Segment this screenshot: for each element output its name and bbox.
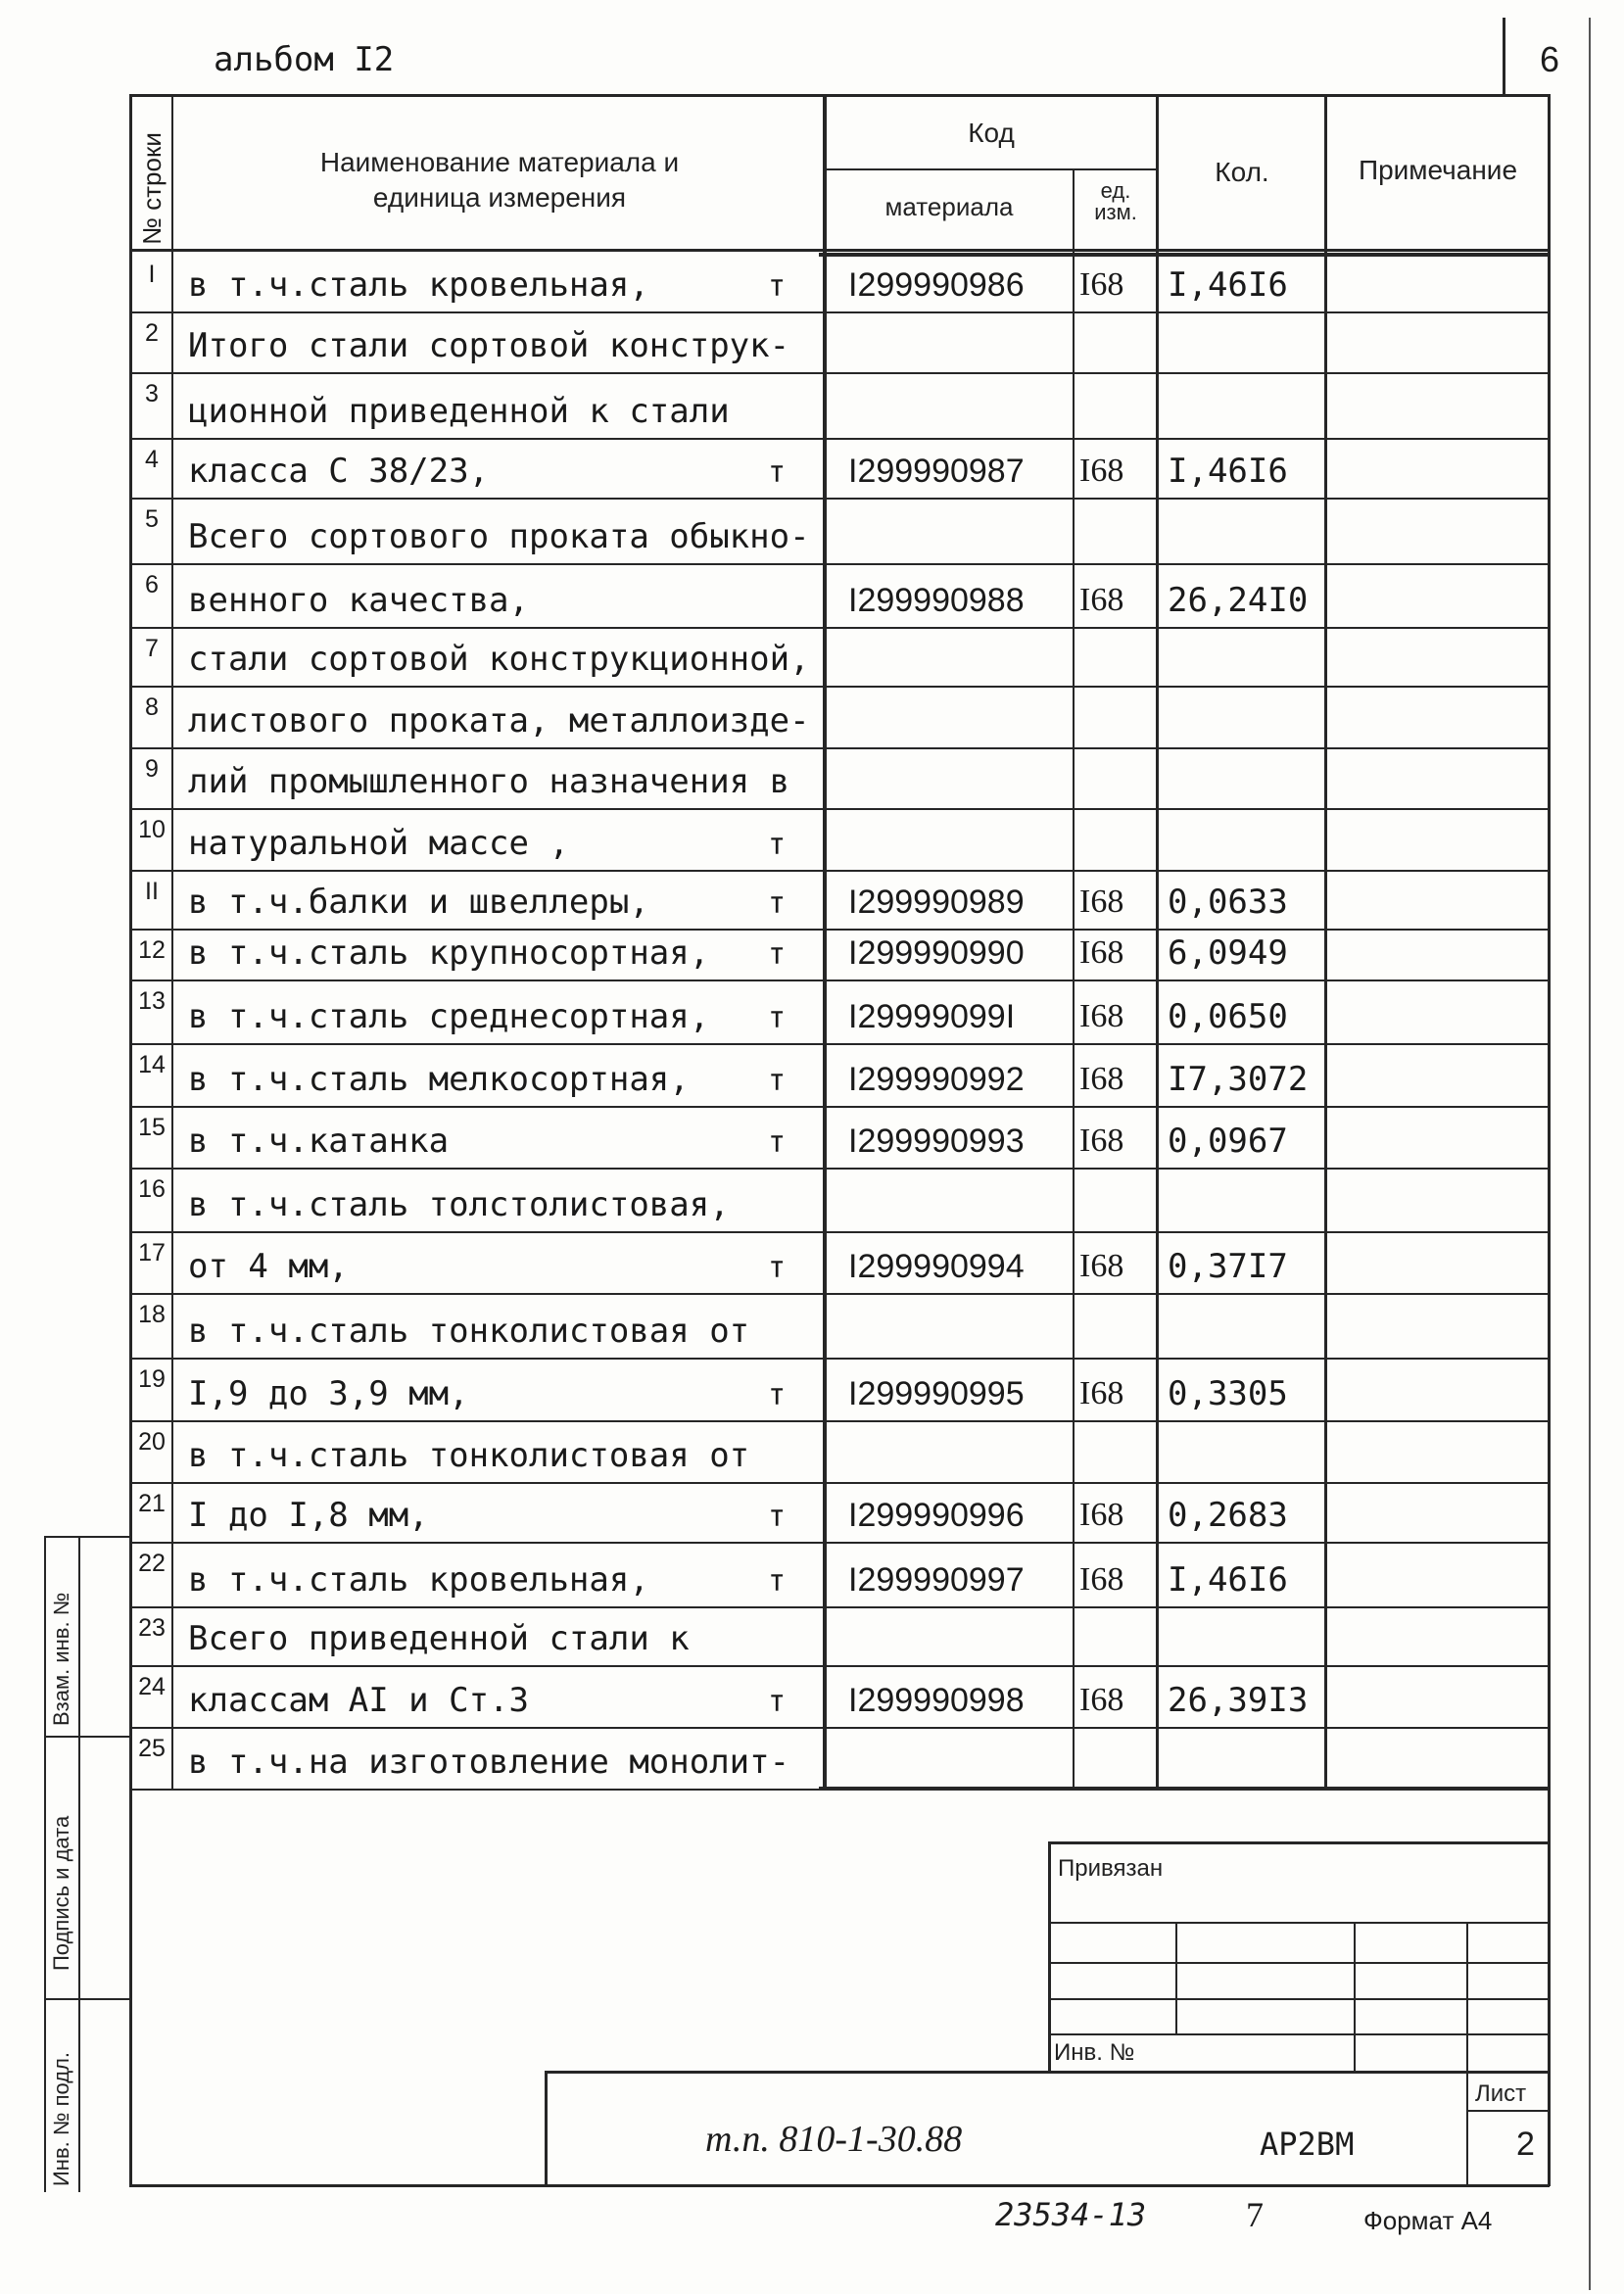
quantity: 0,0650 — [1168, 997, 1288, 1036]
row-divider — [129, 1727, 1550, 1729]
quantity: I,46I6 — [1168, 452, 1288, 491]
material-code: I299990994 — [848, 1248, 1025, 1285]
header-divider — [1503, 18, 1505, 94]
material-name: лий промышленного назначения в — [188, 762, 790, 801]
material-name: в т.ч.сталь крупносортная, — [188, 933, 710, 973]
stamp-left-upper — [1048, 1841, 1051, 2073]
row-number: II — [145, 878, 159, 905]
row-number: 23 — [138, 1614, 166, 1642]
unit-code: I68 — [1079, 1682, 1124, 1718]
page-frame-right — [1589, 18, 1591, 2290]
frame-bottom — [129, 2184, 1550, 2187]
quantity: 6,0949 — [1168, 933, 1288, 973]
material-name: листового проката, металлоизде- — [188, 701, 810, 741]
unit-code: I68 — [1079, 1561, 1124, 1598]
data-area-top — [819, 253, 1550, 257]
stamp-inv-no: Инв. № — [1054, 2039, 1135, 2066]
material-unit: т — [768, 886, 787, 921]
material-unit: т — [768, 269, 787, 304]
row-divider — [129, 1043, 1550, 1045]
material-name: I,9 до 3,9 мм, — [188, 1374, 469, 1413]
row-number: 8 — [145, 693, 159, 721]
unit-code: I68 — [1079, 1375, 1124, 1411]
material-name: в т.ч.сталь толстолистовая, — [188, 1185, 730, 1224]
row-divider — [129, 1665, 1550, 1667]
row-divider — [129, 980, 1550, 981]
col-line-code — [1073, 168, 1075, 1789]
material-name: в т.ч.катанка — [188, 1122, 450, 1161]
material-code: I299990990 — [848, 934, 1025, 972]
quantity: 0,0633 — [1168, 883, 1288, 922]
material-name: в т.ч.сталь тонколистовая от — [188, 1312, 750, 1351]
unit-code: I68 — [1079, 582, 1124, 618]
material-name: стали сортовой конструкционной, — [188, 640, 810, 679]
stamp-vline-2 — [1354, 1922, 1356, 2073]
row-number: 7 — [145, 635, 159, 662]
stamp-doc-code: т.п. 810-1-30.88 — [705, 2119, 963, 2160]
frame-right — [1548, 94, 1551, 2186]
material-unit: т — [768, 937, 787, 972]
unit-code: I68 — [1079, 884, 1124, 920]
stamp-line-3 — [1048, 1998, 1550, 2000]
row-number: 2 — [145, 319, 159, 347]
material-code: I299990992 — [848, 1061, 1025, 1098]
header-name: Наименование материала и единица измерения — [319, 147, 680, 213]
unit-code: I68 — [1079, 1497, 1124, 1533]
material-name: в т.ч.балки и швеллеры, — [188, 883, 649, 922]
row-divider — [129, 1293, 1550, 1295]
stamp-main-left — [545, 2071, 548, 2186]
row-number: 6 — [145, 571, 159, 598]
unit-code: I68 — [1079, 934, 1124, 971]
row-divider — [129, 1542, 1550, 1544]
side-strip-div1 — [44, 1736, 130, 1738]
stamp-line-4 — [1048, 2033, 1550, 2035]
row-number: 9 — [145, 755, 159, 783]
stamp-privyazan: Привязан — [1058, 1855, 1164, 1882]
row-number: I — [148, 261, 156, 288]
footer-format: Формат А4 — [1363, 2206, 1493, 2235]
frame-top — [129, 94, 1550, 97]
material-unit: т — [768, 1125, 787, 1160]
row-number: 5 — [145, 505, 159, 533]
stamp-main-top — [545, 2071, 1550, 2074]
quantity: 0,2683 — [1168, 1496, 1288, 1535]
row-divider — [129, 1106, 1550, 1108]
unit-code: I68 — [1079, 266, 1124, 303]
quantity: 26,24I0 — [1168, 581, 1309, 620]
col-line-num — [171, 94, 173, 1789]
data-area-bottom — [819, 1787, 1550, 1791]
row-divider — [129, 870, 1550, 872]
stamp-top — [1048, 1841, 1550, 1844]
material-name: Итого стали сортовой конструк- — [188, 326, 790, 365]
material-name: в т.ч.сталь кровельная, — [188, 1560, 649, 1600]
col-line-name — [823, 94, 827, 1789]
material-code: I299990989 — [848, 884, 1025, 921]
header-code-material: материала — [884, 192, 1014, 221]
row-divider — [129, 1482, 1550, 1484]
material-code: I299990995 — [848, 1375, 1025, 1412]
row-divider — [129, 498, 1550, 500]
material-name: от 4 мм, — [188, 1247, 349, 1286]
row-number: 15 — [138, 1114, 166, 1141]
col-line-qty — [1324, 94, 1327, 1789]
row-divider — [129, 1358, 1550, 1360]
page-number: 6 — [1540, 39, 1560, 79]
row-divider — [129, 311, 1550, 313]
stamp-line-1 — [1048, 1922, 1550, 1924]
quantity: 0,37I7 — [1168, 1247, 1288, 1286]
row-divider — [129, 808, 1550, 810]
unit-code: I68 — [1079, 1123, 1124, 1159]
footer-archive-no: 23534-13 — [995, 2196, 1147, 2233]
material-name: в т.ч.сталь среднесортная, — [188, 997, 710, 1036]
row-divider — [129, 747, 1550, 749]
material-unit: т — [768, 1064, 787, 1098]
row-number: 3 — [145, 380, 159, 407]
material-name: в т.ч.сталь кровельная, — [188, 265, 649, 305]
row-number: 16 — [138, 1175, 166, 1203]
material-name: венного качества, — [188, 581, 529, 620]
row-number: 12 — [138, 936, 166, 964]
row-divider — [129, 438, 1550, 440]
row-divider — [129, 627, 1550, 629]
row-number: 13 — [138, 987, 166, 1015]
row-divider — [129, 563, 1550, 565]
material-code: I29999099I — [848, 998, 1016, 1035]
album-label: альбом I2 — [214, 40, 395, 79]
table-bottom — [129, 1789, 825, 1791]
stamp-list-label: Лист — [1475, 2080, 1527, 2107]
material-name: Всего сортового проката обыкно- — [188, 517, 810, 556]
row-number: 10 — [138, 816, 166, 843]
row-divider — [129, 1231, 1550, 1233]
stamp-line-2 — [1048, 1962, 1550, 1964]
material-code: I299990993 — [848, 1123, 1025, 1160]
material-unit: т — [768, 1564, 787, 1599]
row-number: 17 — [138, 1239, 166, 1266]
material-name: Всего приведенной стали к — [188, 1619, 690, 1658]
material-name: классам АI и Ст.3 — [188, 1681, 529, 1720]
row-number: 25 — [138, 1735, 166, 1762]
material-name: класса С 38/23, — [188, 452, 490, 491]
side-label-podpis: Подпись и дата — [49, 1815, 73, 1971]
stamp-vline-3 — [1466, 1922, 1468, 2186]
material-unit: т — [768, 1500, 787, 1534]
stamp-list-line — [1466, 2110, 1550, 2112]
footer-copy-no: 7 — [1246, 2195, 1264, 2234]
side-strip-div2 — [44, 1998, 130, 2000]
quantity: 0,0967 — [1168, 1122, 1288, 1161]
material-name: натуральной массе , — [188, 824, 569, 863]
material-code: I299990987 — [848, 453, 1025, 490]
frame-left — [129, 94, 132, 2186]
header-row-no: № строки — [137, 132, 167, 245]
row-number: 20 — [138, 1428, 166, 1456]
material-name: в т.ч.сталь тонколистовая от — [188, 1436, 750, 1475]
row-number: 14 — [138, 1051, 166, 1078]
row-divider — [129, 1168, 1550, 1170]
stamp-mark: АР2ВМ — [1260, 2126, 1355, 2163]
material-name: в т.ч.на изготовление монолит- — [188, 1743, 790, 1782]
material-unit: т — [768, 1001, 787, 1035]
row-number: 18 — [138, 1301, 166, 1328]
row-number: 22 — [138, 1550, 166, 1577]
quantity: 0,3305 — [1168, 1374, 1288, 1413]
side-strip-inner — [78, 1536, 80, 2192]
material-unit: т — [768, 455, 787, 490]
stamp-list-no: 2 — [1516, 2126, 1535, 2163]
header-note: Примечание — [1358, 155, 1518, 185]
material-unit: т — [768, 1251, 787, 1285]
material-code: I299990998 — [848, 1682, 1025, 1719]
col-line-unit — [1156, 94, 1159, 1789]
header-code: Код — [968, 118, 1015, 148]
material-name: ционной приведенной к стали — [188, 392, 730, 431]
header-code-unit: ед. изм. — [1094, 178, 1137, 224]
row-divider — [129, 686, 1550, 688]
material-code: I299990988 — [848, 582, 1025, 619]
material-unit: т — [768, 1378, 787, 1412]
unit-code: I68 — [1079, 998, 1124, 1034]
row-number: 21 — [138, 1490, 166, 1517]
side-label-vzam: Взам. инв. № — [49, 1592, 73, 1726]
quantity: I7,3072 — [1168, 1060, 1309, 1099]
material-code: I299990997 — [848, 1561, 1025, 1599]
code-subheader-line — [823, 168, 1158, 170]
material-unit: т — [768, 828, 787, 862]
row-divider — [129, 929, 1550, 931]
unit-code: I68 — [1079, 1061, 1124, 1097]
row-number: 4 — [145, 446, 159, 473]
side-strip-left — [44, 1536, 46, 2192]
row-divider — [129, 1420, 1550, 1422]
quantity: I,46I6 — [1168, 1560, 1288, 1600]
material-code: I299990986 — [848, 266, 1025, 304]
material-unit: т — [768, 1685, 787, 1719]
side-strip-top — [44, 1536, 130, 1538]
row-number: 19 — [138, 1365, 166, 1393]
header-bottom-line — [129, 249, 1550, 252]
material-code: I299990996 — [848, 1497, 1025, 1534]
quantity: 26,39I3 — [1168, 1681, 1309, 1720]
unit-code: I68 — [1079, 453, 1124, 489]
row-divider — [129, 1606, 1550, 1608]
quantity: I,46I6 — [1168, 265, 1288, 305]
unit-code: I68 — [1079, 1248, 1124, 1284]
side-label-inv-podl: Инв. № подл. — [49, 2051, 73, 2186]
material-name: в т.ч.сталь мелкосортная, — [188, 1060, 690, 1099]
row-number: 24 — [138, 1673, 166, 1700]
header-qty: Кол. — [1215, 157, 1269, 187]
row-divider — [129, 372, 1550, 374]
material-name: I до I,8 мм, — [188, 1496, 429, 1535]
stamp-vline-1 — [1175, 1922, 1177, 2033]
